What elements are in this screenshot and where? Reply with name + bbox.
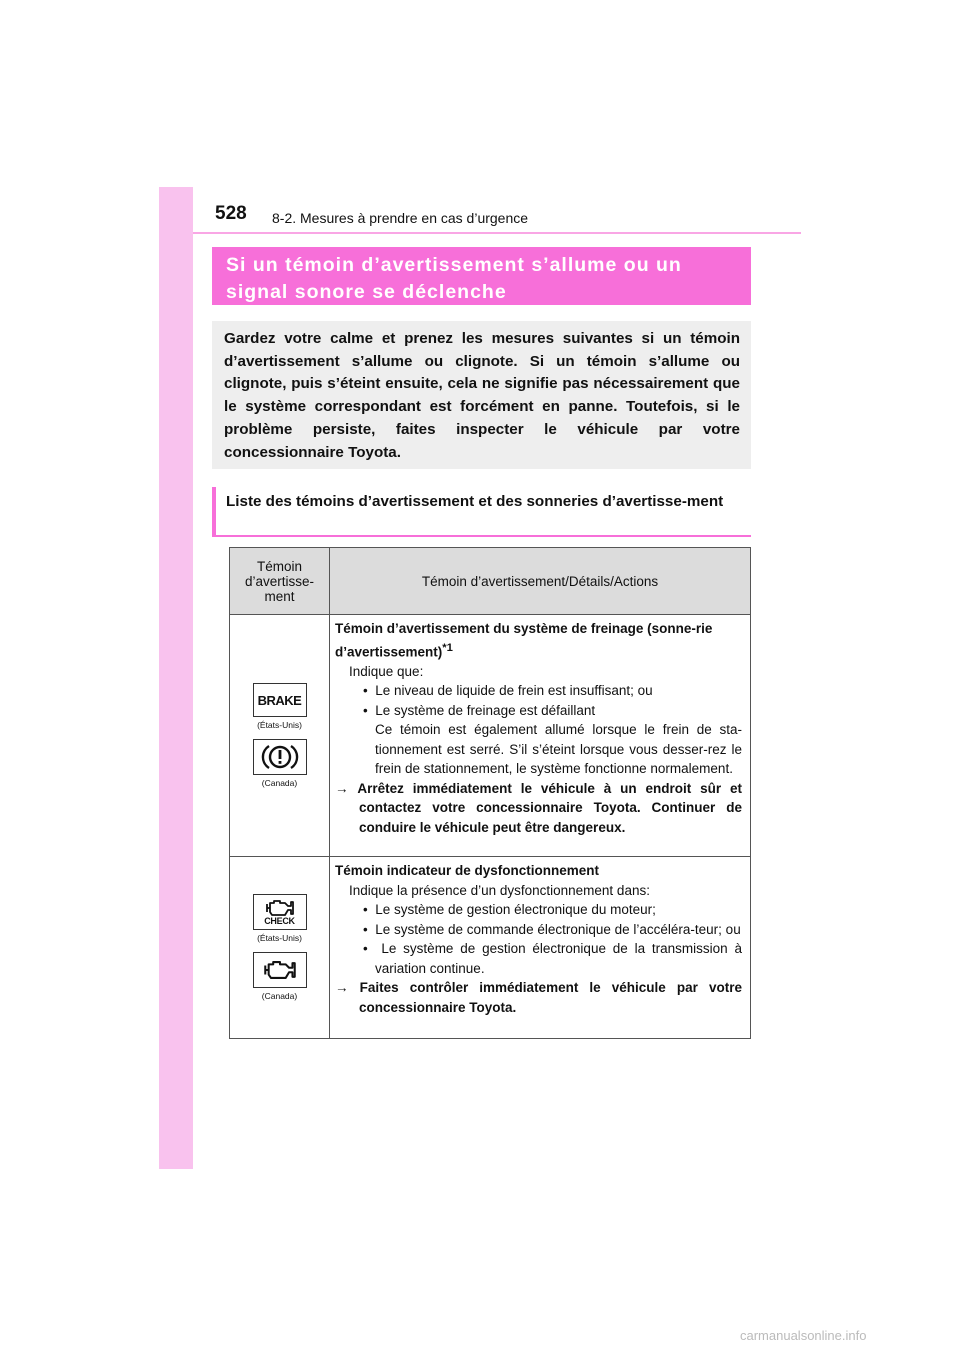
- topic-banner: [212, 247, 751, 305]
- footnote-marker: *1: [442, 641, 453, 654]
- list-item: • Le système de commande électronique de l’accéléra-teur; ou: [363, 921, 741, 937]
- header-divider: [193, 232, 801, 234]
- icon-cell: [230, 615, 330, 857]
- item-title: Témoin d’avertissement du système de freinage (sonne-rie d’avertissement)$^{*1}$: [335, 621, 713, 659]
- list-subheading: [212, 487, 751, 537]
- brake-circle-warning-icon: [253, 739, 307, 775]
- chapter-sidebar-tab: [159, 187, 193, 1169]
- arrow-icon: →: [335, 980, 349, 995]
- watermark-logo: carmanualsonline.info: [740, 1328, 867, 1343]
- table-row: [230, 615, 751, 857]
- item-intro: Indique que:: [349, 663, 424, 679]
- region-label: (États-Unis): [257, 933, 302, 943]
- page-number: 528: [215, 203, 247, 224]
- intro-text: Gardez votre calme et prenez les mesures suivantes si un témoin d’avertissement s’allume ou clignote. Si un témoin s’allume ou clignote, puis s’éteint ensuite, cela ne signifie pas nécessairement que le système correspondant est forcément en panne. Toutefois, si le problème persiste, faites inspecter le véhicule par votre concessionnaire Toyota.: [224, 330, 740, 461]
- item-action: → Arrêtez immédiatement le véhicule à un endroit sûr et contactez votre concessionnaire Toyota. Continuer de conduire le véhicule peut être dangereux.: [335, 780, 742, 835]
- table-row: [230, 857, 751, 1039]
- item-note: Ce témoin est également allumé lorsque le frein de sta-tionnement est serré. S’il s’éteint lorsque vous desser-rez le frein de stationnement, le système fonctionne normalement.: [375, 722, 742, 776]
- list-item: • Le système de freinage est défaillant: [363, 702, 596, 718]
- item-intro: Indique la présence d’un dysfonctionnement dans:: [349, 882, 650, 898]
- list-item: • Le système de gestion électronique du moteur;: [363, 902, 656, 917]
- list-item: • Le système de gestion électronique de la transmission à variation continue.: [363, 941, 742, 976]
- engine-icon: [253, 952, 307, 988]
- intro-box: [212, 321, 751, 469]
- check-engine-icon: CHECK: [253, 894, 307, 930]
- list-item: • Le niveau de liquide de frein est insuffisant; ou: [363, 683, 653, 698]
- details-cell: [330, 615, 751, 857]
- table-header-row: [230, 548, 751, 615]
- arrow-icon: →: [335, 780, 349, 796]
- banner-title: Si un témoin d’avertissement s’allume ou un signal sonore se déclenche: [226, 254, 682, 303]
- table-header-light: Témoin d’avertisse-ment: [230, 548, 330, 615]
- warning-light-table: [229, 547, 751, 1039]
- brake-warning-icon: BRAKE: [253, 683, 307, 717]
- table-header-details: Témoin d’avertissement/Détails/Actions: [330, 548, 751, 615]
- details-cell: [330, 857, 751, 1039]
- region-label: (Canada): [261, 991, 298, 1001]
- section-title: 8-2. Mesures à prendre en cas d’urgence: [272, 210, 529, 226]
- icon-cell: [230, 857, 330, 1039]
- item-title: Témoin indicateur de dysfonctionnement: [335, 863, 600, 878]
- region-label: (Canada): [261, 778, 298, 788]
- region-label: (États-Unis): [257, 720, 302, 730]
- item-action: → Faites contrôler immédiatement le véhicule par votre concessionnaire Toyota.: [335, 980, 742, 1015]
- subheading-text: Liste des témoins d’avertissement et des sonneries d’avertisse-ment: [226, 493, 724, 510]
